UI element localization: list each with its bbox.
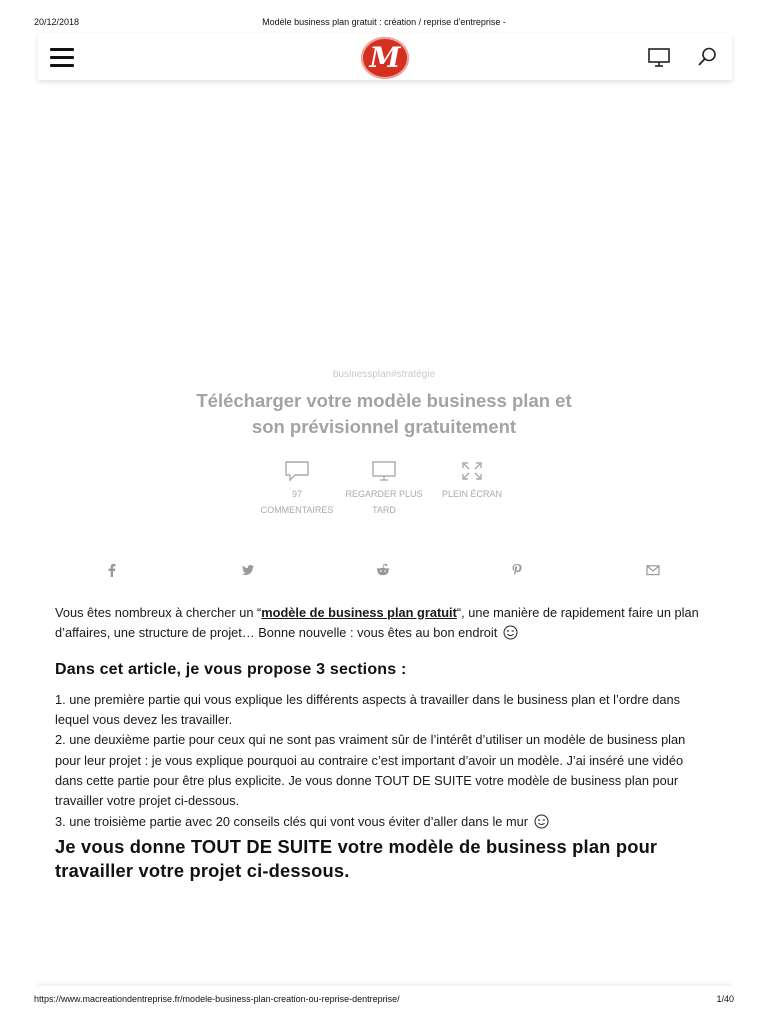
wink-emoji-icon [503, 625, 518, 640]
print-url: https://www.macreationdentreprise.fr/modele-business-plan-creation-ou-reprise-dentreprise/ [34, 994, 400, 1004]
fullscreen-button[interactable] [417, 460, 527, 502]
fullscreen-icon [460, 460, 484, 482]
article-body [55, 603, 711, 883]
share-facebook-button[interactable] [46, 560, 182, 580]
big-heading: Je vous donne TOUT DE SUITE votre modèle de business plan pour travailler votre projet ci-dessous. [55, 835, 658, 881]
tv-icon[interactable] [647, 47, 671, 69]
print-page-title: Modèle business plan gratuit : création / reprise d'entreprise - [262, 17, 506, 27]
category-separator: # [391, 369, 397, 380]
article-title: Télécharger votre modèle business plan et son prévisionnel gratuitement [196, 390, 572, 437]
article-categories [0, 369, 768, 380]
list-item: 1. une première partie qui vous explique les différents aspects à travailler dans le business plan et l’ordre dans lequel vous devez les travailler. [55, 691, 681, 728]
pinterest-icon [511, 563, 523, 577]
share-twitter-button[interactable] [181, 560, 317, 580]
mail-icon [646, 563, 660, 577]
category-link[interactable]: businessplan [332, 369, 392, 380]
share-pinterest-button[interactable] [451, 560, 587, 580]
print-header [34, 17, 734, 31]
list-item-text: 3. une troisième partie avec 20 conseils clés qui vont vous éviter d’aller dans le mur [55, 813, 529, 829]
comments-label: COMMENTAIRES [260, 505, 334, 515]
site-logo[interactable]: M [361, 37, 409, 79]
twitter-icon [241, 563, 255, 577]
intro-text: “, une manière de rapidement faire un plan d’affaires, une structure de projet… Bonne nouvelle : vous êtes au bon endroit [55, 605, 699, 641]
facebook-icon [106, 563, 118, 577]
list-item: 2. une deuxième partie pour ceux qui ne sont pas vraiment sûr de l’intérêt d’utiliser un modèle de business plan pour leur projet : je vous explique pourquoi au contraire c’est important d’avoir un modèle. J’ai inséré une vidéo dans cette partie pour être plus explicite. Je vous donne TOUT DE SUITE votre modèle de business plan pour travailler votre projet ci-dessous. [55, 732, 686, 809]
comments-count: 97 [291, 489, 302, 499]
sections-heading: Dans cet article, je vous propose 3 sections : [55, 660, 407, 678]
business-plan-link[interactable]: modèle de business plan gratuit [261, 605, 457, 620]
wink-emoji-icon [534, 814, 549, 829]
site-header [38, 34, 732, 80]
list-item [55, 812, 711, 832]
comment-icon [284, 460, 310, 482]
divider [38, 986, 732, 992]
menu-icon[interactable] [50, 48, 74, 68]
watch-later-label: TARD [372, 505, 396, 515]
share-email-button[interactable] [586, 560, 722, 580]
print-date: 20/12/2018 [34, 17, 80, 27]
search-icon[interactable] [696, 46, 718, 68]
intro-text: Vous êtes nombreux à chercher un “ [55, 605, 262, 620]
tv-icon [371, 460, 397, 482]
print-page-number: 1/40 [716, 994, 734, 1004]
share-bar [46, 560, 722, 580]
watch-later-label: REGARDER PLUS [345, 489, 423, 499]
category-link[interactable]: stratégie [396, 369, 436, 380]
reddit-icon [376, 563, 390, 577]
fullscreen-label: PLEIN ÉCRAN [441, 489, 503, 499]
intro-paragraph [55, 603, 711, 644]
share-reddit-button[interactable] [316, 560, 452, 580]
